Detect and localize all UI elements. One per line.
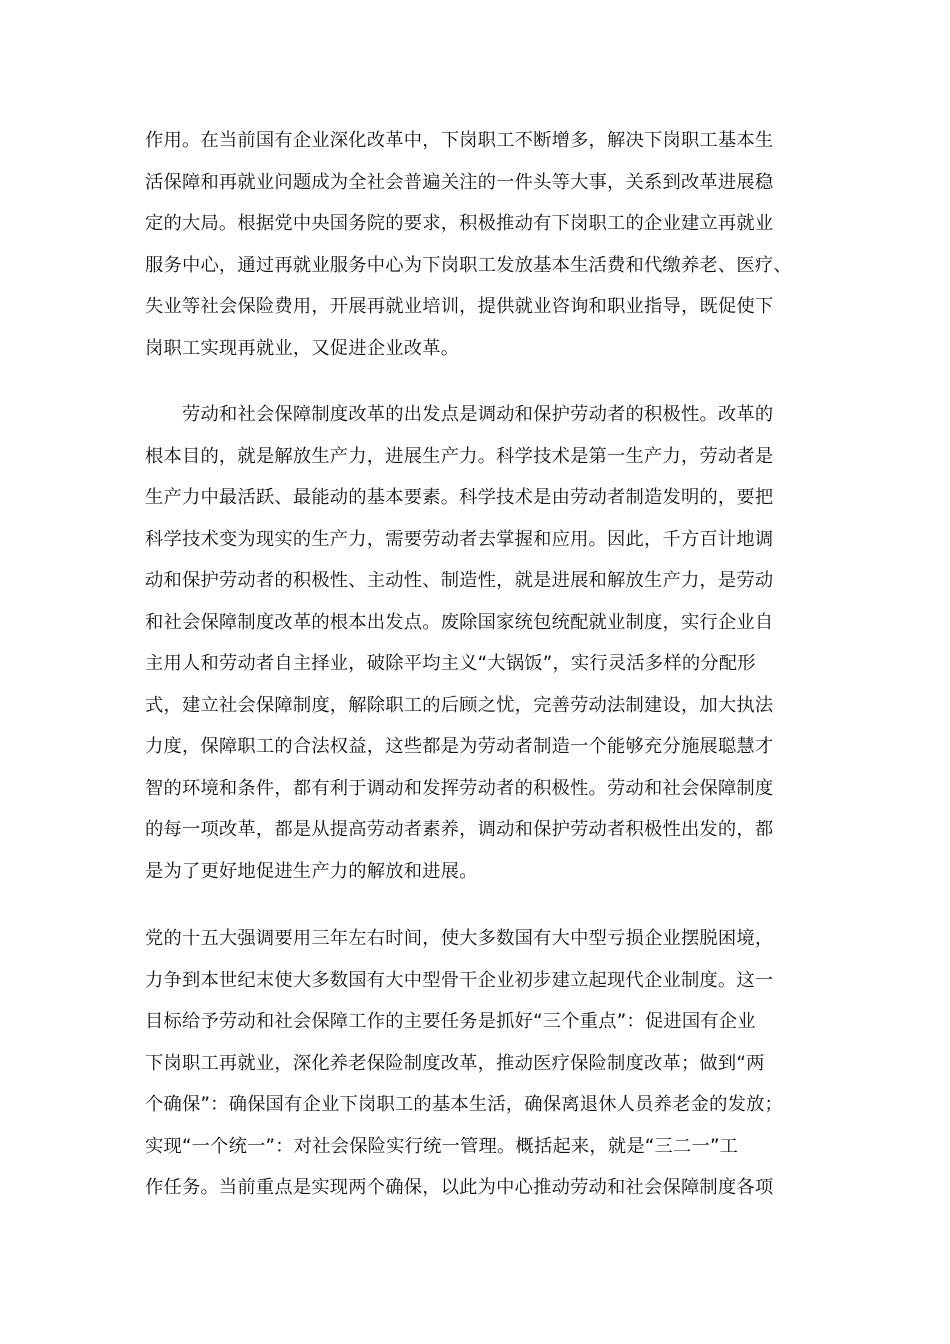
text-line: 目标给予劳动和社会保障工作的主要任务是抓好“三个重点”：促进国有企业 (145, 1011, 756, 1032)
text-line: 和社会保障制度改革的根本出发点。废除国家统包统配就业制度，实行企业自 (145, 611, 774, 633)
text-line: 实现“一个统一”：对社会保险实行统一管理。概括起来，就是“三二一”工 (145, 1135, 739, 1157)
text-line: 生产力中最活跃、最能动的基本要素。科学技术是由劳动者制造发明的，要把 (145, 487, 774, 508)
text-line: 智的环境和条件，都有利于调动和发挥劳动者的积极性。劳动和社会保障制度 (145, 777, 774, 799)
text-line: 下岗职工再就业，深化养老保险制度改革，推动医疗保险制度改革；做到“两 (145, 1052, 765, 1074)
text-line: 力度，保障职工的合法权益，这些都是为劳动者制造一个能够充分施展聪慧才 (145, 736, 774, 757)
text-line: 科学技术变为现实的生产力，需要劳动者去掌握和应用。因此，千方百计地调 (145, 528, 774, 550)
text-line: 劳动和社会保障制度改革的出发点是调动和保护劳动者的积极性。改革的 (182, 404, 774, 425)
text-line: 党的十五大强调要用三年左右时间，使大多数国有大中型亏损企业摆脱困境， (145, 928, 774, 949)
paragraph-fifteenth-congress (145, 918, 783, 1209)
text-line: 根本目的，就是解放生产力，进展生产力。科学技术是第一生产力，劳动者是 (145, 445, 774, 467)
text-line: 作任务。当前重点是实现两个确保，以此为中心推动劳动和社会保障制度各项 (145, 1177, 774, 1198)
text-line: 个确保”：确保国有企业下岗职工的基本生活，确保离退休人员养老金的发放； (145, 1094, 784, 1115)
text-line: 力争到本世纪末使大多数国有大中型骨干企业初步建立起现代企业制度。这一 (145, 969, 774, 991)
paragraph-reemployment (145, 120, 792, 369)
text-line: 主用人和劳动者自主择业，破除平均主义“大锅饭”，实行灵活多样的分配形 (145, 653, 756, 674)
paragraph-reform-starting-point (145, 394, 773, 892)
text-line: 失业等社会保险费用，开展再就业培训，提供就业咨询和职业指导，既促使下 (145, 296, 774, 317)
text-line: 岗职工实现再就业，又促进企业改革。 (145, 337, 460, 359)
text-line: 定的大局。根据党中央国务院的要求，积极推动有下岗职工的企业建立再就业 (145, 213, 774, 234)
text-line: 活保障和再就业问题成为全社会普遍关注的一件头等大事，关系到改革进展稳 (145, 171, 774, 193)
text-line: 服务中心，通过再就业服务中心为下岗职工发放基本生活费和代缴养老、医疗、 (145, 254, 792, 276)
text-line: 动和保护劳动者的积极性、主动性、制造性，就是进展和解放生产力，是劳动 (145, 570, 774, 591)
text-line: 的每一项改革，都是从提高劳动者素养，调动和保护劳动者积极性出发的，都 (145, 819, 774, 840)
text-line: 作用。在当前国有企业深化改革中，下岗职工不断增多，解决下岗职工基本生 (145, 130, 774, 151)
text-line: 式，建立社会保障制度，解除职工的后顾之忧，完善劳动法制建设，加大执法 (145, 694, 774, 716)
text-line: 是为了更好地促进生产力的解放和进展。 (145, 860, 478, 882)
